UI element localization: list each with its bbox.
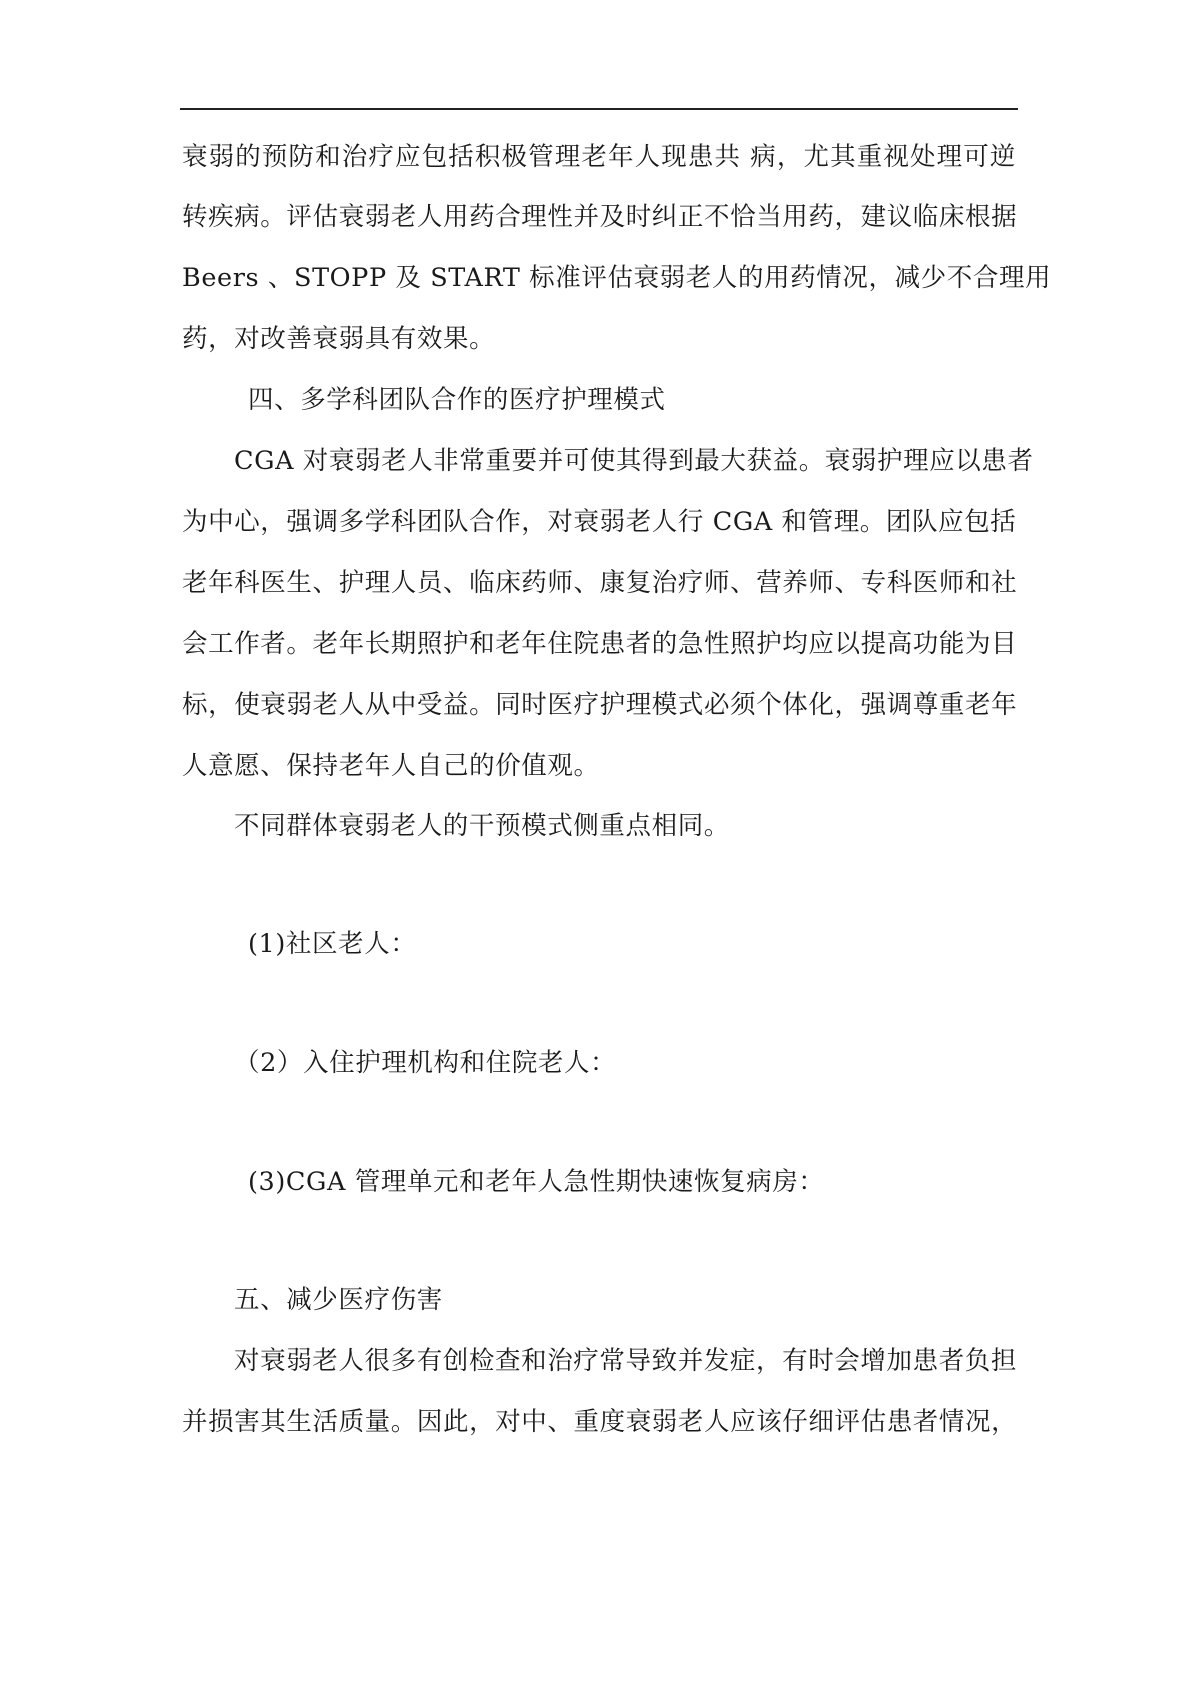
p1-line-4: 药，对改善衰弱具有效果。 (182, 324, 496, 354)
p2-line-5: 标，使衰弱老人从中受益。同时医疗护理模式必须个体化，强调尊重老年 (182, 690, 1018, 720)
p2-line-4: 会工作者。老年长期照护和老年住院患者的急性照护均应以提高功能为目 (182, 629, 1018, 659)
section-heading-4: 四、多学科团队合作的医疗护理模式 (248, 385, 666, 415)
list-item-1: (1)社区老人： (248, 929, 417, 959)
p1-line-1: 衰弱的预防和治疗应包括积极管理老年人现患共 病，尤其重视处理可逆 (182, 142, 1016, 172)
p2-line-1: CGA 对衰弱老人非常重要并可使其得到最大获益。衰弱护理应以患者 (234, 446, 1034, 476)
list-item-3: (3)CGA 管理单元和老年人急性期快速恢复病房： (248, 1167, 825, 1197)
p4-line-1: 对衰弱老人很多有创检查和治疗常导致并发症，有时会增加患者负担 (234, 1346, 1018, 1376)
p1-line-3: Beers 、STOPP 及 START 标准评估衰弱老人的用药情况，减少不合理用 (182, 263, 1052, 293)
p4-line-2: 并损害其生活质量。因此，对中、重度衰弱老人应该仔细评估患者情况， (182, 1407, 1018, 1437)
p2-line-6: 人意愿、保持老年人自己的价值观。 (182, 751, 600, 781)
section-heading-5: 五、减少医疗伤害 (234, 1285, 443, 1315)
p1-line-2: 转疾病。评估衰弱老人用药合理性并及时纠正不恰当用药，建议临床根据 (182, 202, 1018, 232)
list-item-2: （2）入住护理机构和住院老人： (234, 1048, 617, 1078)
p3-line: 不同群体衰弱老人的干预模式侧重点相同。 (234, 811, 730, 841)
p2-line-3: 老年科医生、护理人员、临床药师、康复治疗师、营养师、专科医师和社 (182, 568, 1018, 598)
header-rule (180, 108, 1018, 110)
p2-line-2: 为中心，强调多学科团队合作，对衰弱老人行 CGA 和管理。团队应包括 (182, 507, 1017, 537)
